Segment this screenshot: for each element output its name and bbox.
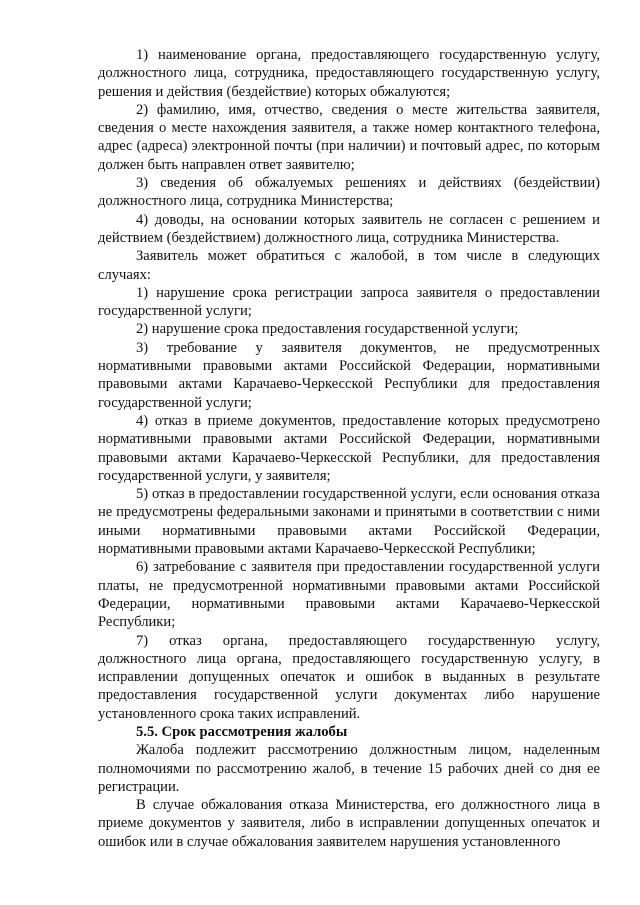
section-heading: 5.5. Срок рассмотрения жалобы — [136, 723, 348, 740]
document-page — [98, 46, 600, 851]
paragraph-case-4: 4) отказ в приеме документов, предоставление которых предусмотрено нормативными правовыми актами Российской Федерации, нормативными правовыми актами Карачаево-Черкесской Республики, для предоставления государственной услуги, у заявителя; — [98, 412, 600, 484]
paragraph-case-1: 1) нарушение срока регистрации запроса заявителя о предоставлении государственной услуги; — [98, 284, 600, 320]
paragraph-case-6: 6) затребование с заявителя при предоставлении государственной услуги платы, не предусмотренной нормативными правовыми актами Российской Федерации, нормативными правовыми актами Карачаево-Черкесской Республики; — [98, 559, 600, 631]
section-paragraph-term: Жалоба подлежит рассмотрению должностным лицом, наделенным полномочиями по рассмотрению жалоб, в течение 15 рабочих дней со дня ее регистрации. — [98, 742, 600, 795]
paragraph-item-4: 4) доводы, на основании которых заявитель не согласен с решением и действием (бездействием) должностного лица, сотрудника Министерства. — [98, 211, 600, 246]
paragraph-cases-intro: Заявитель может обратиться с жалобой, в том числе в следующих случаях: — [98, 248, 600, 283]
paragraph-item-1: 1) наименование органа, предоставляющего государственную услугу, должностного лица, сотрудника, предоставляющего государственную услугу, решения и действия (бездействие) которых обжалуются; — [98, 47, 600, 100]
paragraph-item-3: 3) сведения об обжалуемых решениях и действиях (бездействии) должностного лица, сотрудника Министерства; — [98, 175, 600, 210]
paragraph-case-5: 5) отказ в предоставлении государственной услуги, если основания отказа не предусмотрены федеральными законами и принятыми в соответствии с ними иными нормативными правовыми актами Российской Федерации, нормативными правовыми актами Карачаево-Черкесской Республики; — [98, 486, 600, 558]
paragraph-case-7: 7) отказ органа, предоставляющего государственную услугу, должностного лица органа, предоставляющего государственную услугу, в исправлении допущенных опечаток и ошибок в выданных в результате предоставления государственной услуги документах либо нарушение установленного срока таких исправлений. — [98, 632, 600, 722]
paragraph-item-2: 2) фамилию, имя, отчество, сведения о месте жительства заявителя, сведения о месте нахождения заявителя, а также номер контактного телефона, адрес (адреса) электронной почты (при наличии) и почтовый адрес, по которым должен быть направлен ответ заявителю; — [98, 101, 600, 173]
paragraph-case-3: 3) требование у заявителя документов, не предусмотренных нормативными правовыми актами Российской Федерации, нормативными правовыми актами Карачаево-Черкесской Республики для предоставления государственной услуги; — [98, 339, 600, 411]
section-paragraph-refusal: В случае обжалования отказа Министерства, его должностного лица в приеме документов у заявителя, либо в исправлении допущенных опечаток и ошибок или в случае обжалования заявителем нарушения установленного — [98, 797, 600, 850]
paragraph-case-2: 2) нарушение срока предоставления государственной услуги; — [136, 321, 519, 338]
